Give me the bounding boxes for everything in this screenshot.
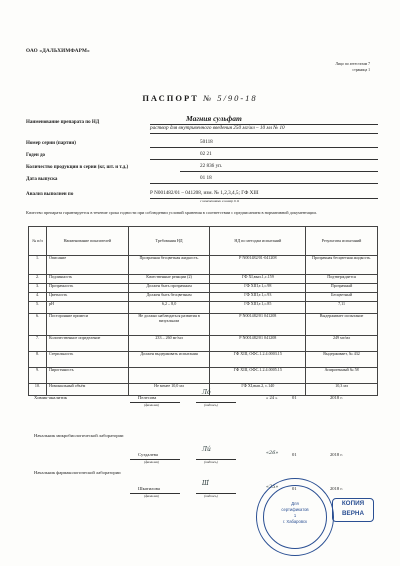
- sign-month: 01: [292, 452, 297, 457]
- cell: ГФ XI,вып.1,с.159: [210, 275, 306, 284]
- cell: 5.: [29, 302, 47, 314]
- underline: [150, 133, 378, 134]
- signer-name: Пелесова: [138, 395, 157, 400]
- cell: Количественное определение: [46, 336, 128, 352]
- cell: 9.: [29, 368, 47, 384]
- cell: Р N001482/01 041208: [210, 336, 306, 352]
- sign-year: 2018 г.: [330, 452, 343, 457]
- cell: Р N001482/01 041208: [210, 314, 306, 336]
- caption-sign: (подпись): [204, 403, 218, 407]
- release-date-label: Дата выпуска: [26, 177, 58, 182]
- handwritten-signature: Ли́: [202, 446, 211, 453]
- cell: ГФ XIII,т.1,с.93: [210, 293, 306, 302]
- sign-year: 2018 г.: [330, 486, 343, 491]
- cell: ГФ XIII,т.1,с.85: [210, 302, 306, 314]
- cell: Прозрачная бесцветная жидкость.: [128, 256, 210, 275]
- cell: 6.: [29, 314, 47, 336]
- cell: 3.: [29, 284, 47, 293]
- page-info-line-1: Лицо по аттестатам 7: [335, 62, 370, 66]
- caption-sign: (подпись): [204, 460, 218, 464]
- header-number: № п/п: [29, 227, 47, 256]
- cell: ГФ XI,вып.2, с.140: [210, 384, 306, 396]
- cell: Описание: [46, 256, 128, 275]
- cell: 233 – 260 мг/мл: [128, 336, 210, 352]
- quality-note: Качество препарата гарантируется в течение срока годности при соблюдении условий хранения в соответствии с предписанием в нормативной документации.: [26, 210, 317, 215]
- header-requirements: Требования НД: [128, 227, 210, 256]
- company-seal: [256, 478, 334, 556]
- table-row: [29, 275, 378, 284]
- release-date-value: 01 18: [200, 175, 212, 181]
- caption-fio: (фамилия): [144, 460, 159, 464]
- copy-verified-stamp: [332, 498, 374, 522]
- signer-role: Начальник фармакологической лаборатории: [34, 470, 121, 475]
- table-row: [29, 352, 378, 368]
- cell: Р N001482/01-041208: [210, 256, 306, 275]
- page-info-line-2: страница 1: [352, 67, 370, 72]
- table-row: [29, 314, 378, 336]
- cell: Подлинность: [46, 275, 128, 284]
- cell: Прозрачность: [46, 284, 128, 293]
- seal-center-text: [257, 501, 333, 525]
- sign-day: « 24 »: [266, 395, 278, 400]
- valid-until-value: 02 21: [200, 151, 212, 157]
- page-info: [335, 62, 370, 73]
- cell: Должен быть прозрачным: [128, 284, 210, 293]
- cell: 2.: [29, 275, 47, 284]
- handwritten-signature: Ло́: [202, 389, 211, 396]
- valid-until-label: Годен до: [26, 153, 46, 158]
- header-results: Результаты испытаний: [306, 227, 378, 256]
- title-prefix: ПАСПОРТ: [142, 93, 199, 103]
- cell: Должен быть бесцветным: [128, 293, 210, 302]
- table-row: [29, 302, 378, 314]
- header-method: НД по методам испытаний: [210, 227, 306, 256]
- sign-month: 01: [292, 395, 297, 400]
- cell: Не менее 10,0 мл: [128, 384, 210, 396]
- product-description: раствор для внутривенного введения 250 мг/мл – 10 мл № 10: [150, 125, 285, 131]
- organization-name: ОАО «ДАЛЬХИМФАРМ»: [26, 48, 90, 54]
- series-value: 50118: [200, 139, 213, 145]
- series-label: Номер серии (партии): [26, 141, 76, 146]
- underline: [150, 159, 378, 160]
- seal-line: сертификатов: [281, 506, 309, 512]
- analysis-nd-value: Р N001482/01 – 041208, изм. № 1,2,3,4,5; ГФ XIII: [150, 190, 259, 196]
- signer-name: Суздалева: [138, 452, 158, 457]
- cell: ГФ XIII,т.1,с.98: [210, 284, 306, 293]
- sign-day: «26»: [266, 450, 279, 456]
- cell: 7.: [29, 336, 47, 352]
- header-indicator: Наименование показателей: [46, 227, 128, 256]
- cell: Подтверждается: [306, 275, 378, 284]
- cell: 6,2 – 8,0: [128, 302, 210, 314]
- copy-stamp-line: ВЕРНА: [341, 510, 365, 517]
- cell: 8.: [29, 352, 47, 368]
- cell: 1.: [29, 256, 47, 275]
- cell: Не должно наблюдаться развития в визуальном: [128, 314, 210, 336]
- signer-role: Начальник микробиологической лаборатории: [34, 433, 124, 438]
- product-name: Магния сульфат: [186, 114, 242, 123]
- caption-fio: (фамилия): [144, 403, 159, 407]
- underline: [150, 183, 378, 184]
- cell: Апирогенный № 58: [306, 368, 378, 384]
- specifications-table: [28, 226, 378, 396]
- cell: [128, 368, 210, 384]
- cell: Стерильность: [46, 352, 128, 368]
- product-label: Наименование препарата по НД: [26, 120, 100, 125]
- quantity-label: Количество продукции в серии (кг, шт. и т.д.): [26, 165, 129, 170]
- sign-day: «25»: [266, 484, 279, 490]
- cell: Прозрачный: [306, 284, 378, 293]
- analysis-label: Анализ выполнен по: [26, 192, 74, 197]
- signer-name: Шкатилова: [138, 486, 160, 491]
- cell: pH: [46, 302, 128, 314]
- cell: 249 мг/мл: [306, 336, 378, 352]
- cell: Прозрачная бесцветная жидкость.: [306, 256, 378, 275]
- caption-fio: (фамилия): [144, 494, 159, 498]
- table-header-row: [29, 227, 378, 256]
- table-row: [29, 256, 378, 275]
- cell: 4.: [29, 293, 47, 302]
- cell: 10.: [29, 384, 47, 396]
- cell: Выдерживает, № 432: [306, 352, 378, 368]
- caption-sign: (подпись): [204, 494, 218, 498]
- document-title: [0, 94, 400, 104]
- cell: ГФ XIII, ОФС.1.2.4.0005.15: [210, 368, 306, 384]
- passport-number: № 5/90-18: [203, 93, 258, 103]
- cell: Качественные реакции (2): [128, 275, 210, 284]
- underline: [150, 198, 378, 199]
- seal-line: 1: [293, 512, 297, 518]
- quantity-value: 22 836 уп.: [200, 163, 223, 169]
- table-row: [29, 284, 378, 293]
- cell: 7,11: [306, 302, 378, 314]
- cell: Бесцветный: [306, 293, 378, 302]
- seal-line: г. Хабаровск: [283, 518, 307, 524]
- table-row: [29, 368, 378, 384]
- cell: ГФ XIII, ОФС.1.2.4.0003.15: [210, 352, 306, 368]
- cell: Цветность: [46, 293, 128, 302]
- signer-role: Химик-аналитик: [34, 395, 67, 400]
- table-row: [29, 336, 378, 352]
- underline: [180, 171, 378, 172]
- copy-stamp-line: КОПИЯ: [341, 500, 365, 507]
- sign-year: 2018 г.: [330, 395, 343, 400]
- seal-line: Для: [291, 501, 299, 506]
- underline: [150, 147, 378, 148]
- table-row: [29, 293, 378, 302]
- cell: 10,3 мл: [306, 384, 378, 396]
- handwritten-signature: Ш́: [202, 480, 209, 487]
- cell: Выдерживает испытание: [306, 314, 378, 336]
- analysis-nd-sub: с изменениями и номер 0.11: [200, 199, 240, 203]
- cell: Номинальный объём: [46, 384, 128, 396]
- cell: Должен выдерживать испытания: [128, 352, 210, 368]
- cell: Посторонние примеси: [46, 314, 128, 336]
- sign-month: 01: [292, 486, 297, 491]
- cell: Пирогенность: [46, 368, 128, 384]
